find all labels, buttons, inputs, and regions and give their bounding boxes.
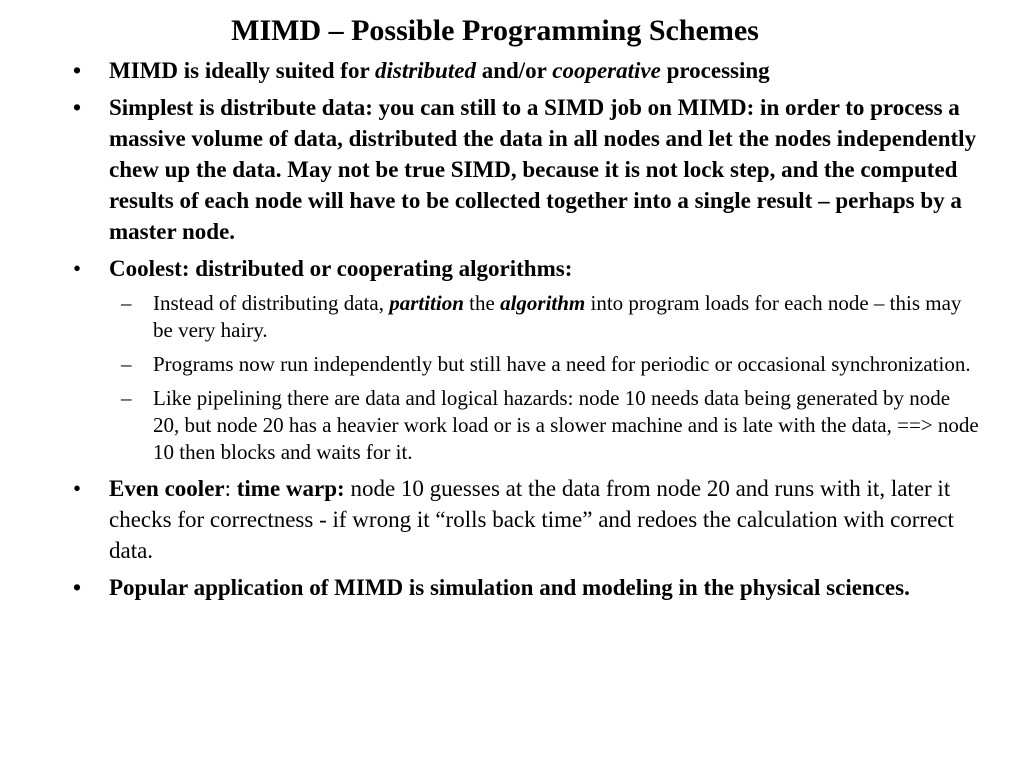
- bullet-text: :: [224, 476, 237, 501]
- sub-bullet-marker: –: [121, 291, 132, 315]
- bullet-marker: •: [73, 95, 82, 120]
- sub-bullet-item: [109, 351, 980, 378]
- bullet-item: [0, 572, 1000, 603]
- bullet-marker: •: [73, 256, 82, 281]
- sub-bullet-item: [109, 385, 980, 466]
- bullet-text: Popular application of MIMD is simulation and modeling in the physical sciences.: [109, 575, 910, 600]
- bullet-marker: •: [73, 575, 82, 600]
- bullet-text: time warp:: [236, 476, 345, 501]
- emphasis-text: distributed: [374, 58, 476, 83]
- bullet-text: and/or: [475, 58, 553, 83]
- bullet-marker: •: [73, 58, 82, 83]
- bullet-text: Simplest is distribute data: you can still to a SIMD job on MIMD: in order to process a massive volume of data, distributed the data in all nodes and let the nodes independently chew up the data. May not be true SIMD, because it is not lock step, and the computed results of each node will have to be collected together into a single result – perhaps by a master node.: [109, 95, 977, 244]
- bullet-item: [0, 253, 1000, 466]
- emphasis-text: cooperative: [552, 58, 661, 83]
- sub-bullet-marker: –: [121, 386, 132, 410]
- bullet-text: processing: [660, 58, 770, 83]
- bullet-item: [0, 473, 1000, 566]
- sub-bullet-marker: –: [121, 352, 132, 376]
- slide-title: MIMD – Possible Programming Schemes: [231, 14, 759, 47]
- bullet-item: [0, 92, 1000, 247]
- bullet-text: MIMD is ideally suited for: [109, 58, 375, 83]
- sub-bullet-text: the: [463, 291, 501, 315]
- bullet-marker: •: [73, 476, 82, 501]
- bullet-text: Coolest: distributed or cooperating algorithms:: [109, 256, 573, 281]
- sub-bullet-item: [109, 290, 980, 344]
- sub-bullet-text: Programs now run independently but still have a need for periodic or occasional synchronization.: [153, 352, 971, 376]
- bullet-list: [0, 55, 1000, 609]
- bullet-text: node 10 guesses at the data from node 20 and runs with it, later it checks for correctness - if wrong it “rolls back time” and redoes the calculation with correct data.: [109, 476, 954, 563]
- bullet-item: [0, 55, 1000, 86]
- emphasis-text: algorithm: [500, 291, 586, 315]
- sub-bullet-list: [109, 290, 980, 466]
- sub-bullet-text: into program loads for each node – this may be very hairy.: [153, 291, 962, 342]
- sub-bullet-text: Instead of distributing data,: [153, 291, 390, 315]
- bullet-text: Even cooler: [109, 476, 225, 501]
- emphasis-text: partition: [389, 291, 464, 315]
- sub-bullet-text: Like pipelining there are data and logical hazards: node 10 needs data being generated by node 20, but node 20 has a heavier work load or is a slower machine and is late with the data, ==> node 10 then blocks and waits for it.: [153, 386, 979, 464]
